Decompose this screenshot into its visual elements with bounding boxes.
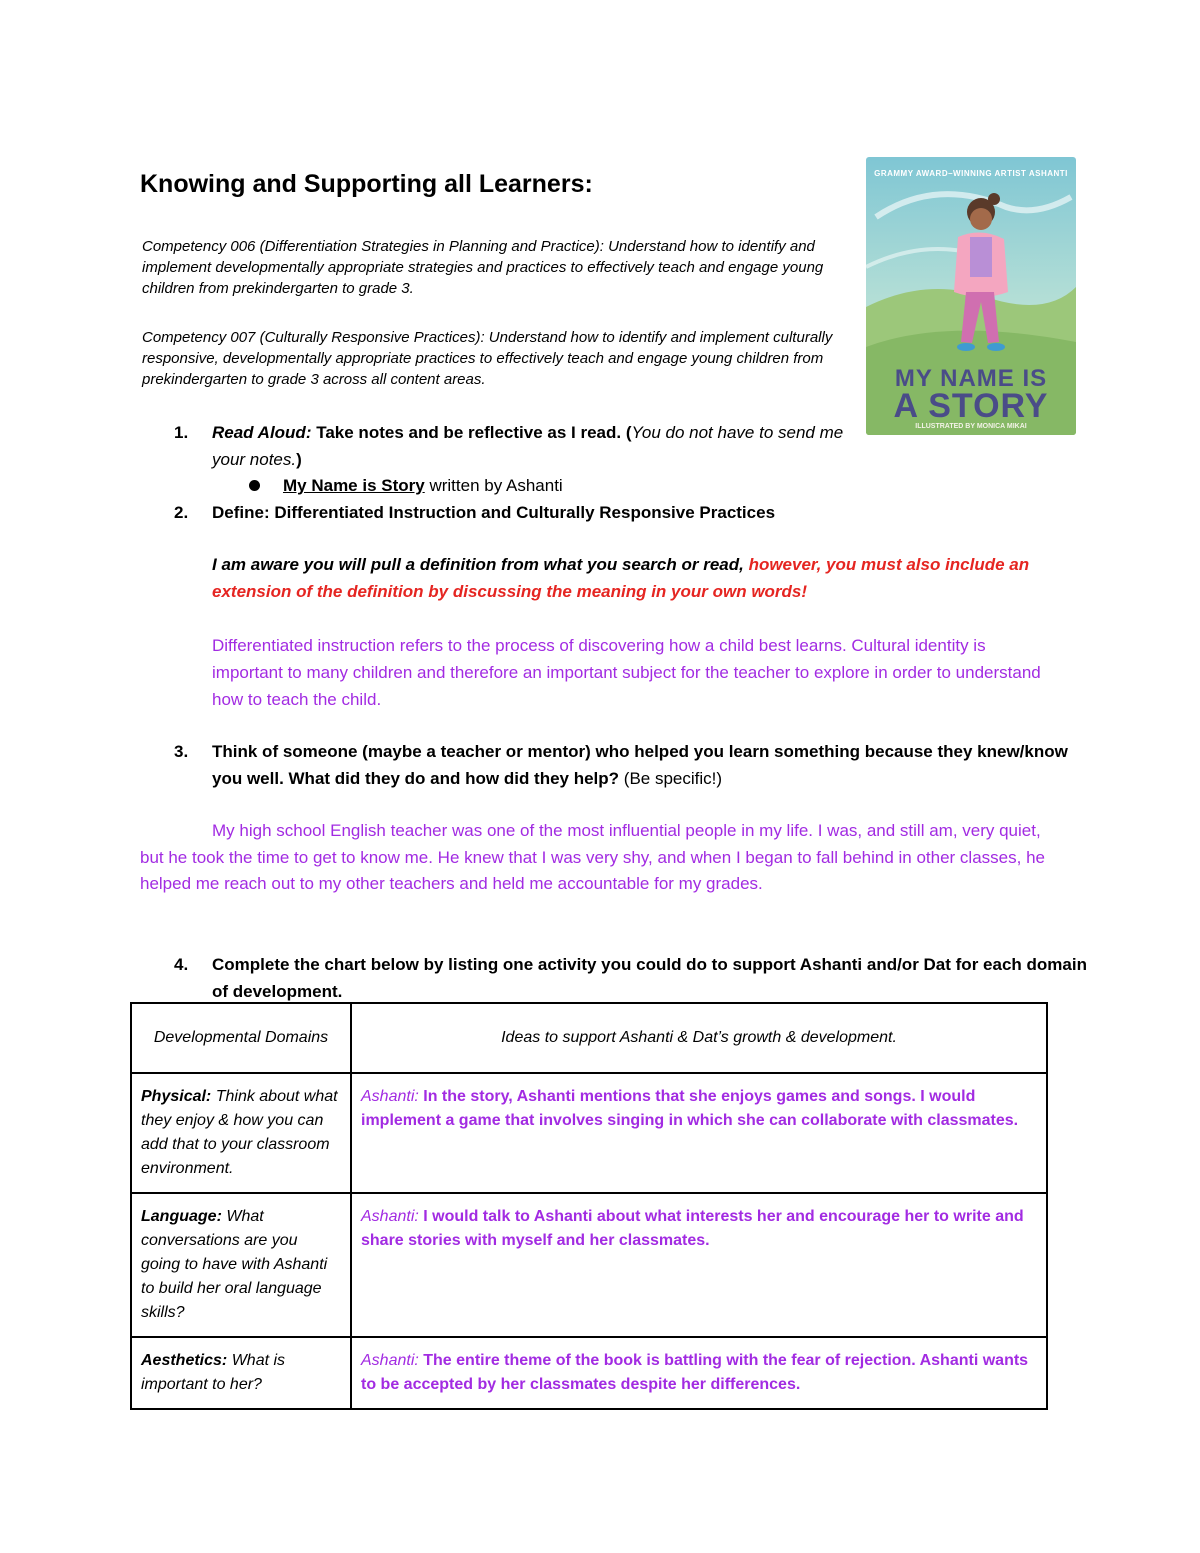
competency-007: Competency 007 (Culturally Responsive Practices): Understand how to identify and implement culturally responsive, developmentally appropriate practices to effectively teach and engage young children from prekindergarten to grade 3 across all content areas.: [142, 329, 833, 388]
question-number: 2.: [174, 503, 189, 522]
book-reference: [283, 472, 563, 499]
domain-name: Language:: [141, 1208, 222, 1225]
answer-label: Ashanti:: [361, 1208, 419, 1225]
answer-cell: [351, 1337, 1047, 1409]
book-cover-title-line1: MY NAME IS: [894, 365, 1048, 392]
table-row: [131, 1073, 1047, 1193]
domain-prompt: What conversations are you going to have with Ashanti to build her oral language skills?: [141, 1208, 328, 1321]
question-2-text: Define: Differentiated Instruction and Culturally Responsive Practices: [212, 503, 776, 522]
answer-label: Ashanti:: [361, 1088, 419, 1105]
question-3-prompt: Think of someone (maybe a teacher or mentor) who helped you learn something because they knew/know you well. What did they do and how did they help?: [212, 742, 1068, 788]
question-3-text: [212, 738, 1092, 792]
domain-name: Aesthetics:: [141, 1352, 228, 1369]
definition-instructions: [212, 551, 1072, 605]
answer-text: I would talk to Ashanti about what interests her and encourage her to write and share stories with myself and her classmates.: [361, 1208, 1024, 1249]
question-number: 1.: [174, 423, 189, 442]
answer-cell: [351, 1073, 1047, 1193]
question-3-paren: (Be specific!): [623, 769, 723, 788]
answer-text: In the story, Ashanti mentions that she enjoys games and songs. I would implement a game that involves singing in which she can collaborate with classmates.: [361, 1088, 1019, 1129]
question-4-text: Complete the chart below by listing one activity you could do to support Ashanti and/or Dat for each domain of development.: [212, 955, 1087, 1001]
domain-cell: [131, 1073, 351, 1193]
book-title: My Name is Story: [283, 476, 425, 495]
book-cover-title-line2: A STORY: [893, 387, 1049, 425]
question-number: 3.: [174, 742, 189, 761]
read-aloud-instruction: Take notes and be reflective as I read. (: [316, 423, 632, 442]
domain-prompt: Think about what they enjoy & how you can add that to your classroom environment.: [141, 1088, 338, 1177]
table-row: [131, 1337, 1047, 1409]
page-title: Knowing and Supporting all Learners:: [140, 170, 593, 198]
answer-label: Ashanti:: [361, 1352, 419, 1369]
mentor-answer: My high school English teacher was one of the most influential people in my life. I was, and still am, very quiet, but he took the time to get to know me. He knew that I was very shy, and when I began to fall behind in other classes, he helped me reach out to my other teachers and held me accountable for my grades.: [140, 821, 1045, 893]
domain-cell: [131, 1193, 351, 1337]
domain-prompt: What is important to her?: [141, 1352, 286, 1393]
book-cover-top-text: GRAMMY AWARD–WINNING ARTIST ASHANTI: [874, 169, 1068, 178]
book-author: written by Ashanti: [424, 476, 563, 495]
header-ideas: Ideas to support Ashanti & Dat’s growth & development.: [351, 1003, 1047, 1073]
instructions-black: I am aware you will pull a definition from what you search or read,: [212, 555, 749, 574]
domain-name: Physical:: [141, 1088, 212, 1105]
development-table: [130, 1002, 1048, 1410]
read-aloud-close: ): [296, 450, 302, 469]
table-row: [131, 1193, 1047, 1337]
domain-cell: [131, 1337, 351, 1409]
answer-text: The entire theme of the book is battling with the fear of rejection. Ashanti wants to be accepted by her classmates despite her differences.: [361, 1352, 1029, 1393]
instructions-red: however, you must also include an extension of the definition by discussing the meaning in your own words!: [212, 555, 1030, 601]
answer-cell: [351, 1193, 1047, 1337]
read-aloud-label: Read Aloud:: [212, 423, 312, 442]
table-header-row: [131, 1003, 1047, 1073]
definition-answer: Differentiated instruction refers to the process of discovering how a child best learns. Cultural identity is important to many children and therefore an important subject for the teacher to explore in order to understand how to teach the child.: [212, 636, 1041, 709]
question-1-text: [212, 419, 872, 473]
question-number: 4.: [174, 955, 189, 974]
header-domains: Developmental Domains: [131, 1003, 351, 1073]
read-aloud-note: You do not have to send me your notes.: [212, 423, 844, 469]
competency-006: Competency 006 (Differentiation Strategies in Planning and Practice): Understand how to identify and implement developmentally appropriate strategies and practices to effectively teach and engage young children from prekindergarten to grade 3.: [142, 238, 824, 297]
book-cover-illustrator: ILLUSTRATED BY MONICA MIKAI: [915, 423, 1027, 430]
bullet-icon: [249, 480, 260, 491]
book-cover-image: [866, 157, 1076, 435]
